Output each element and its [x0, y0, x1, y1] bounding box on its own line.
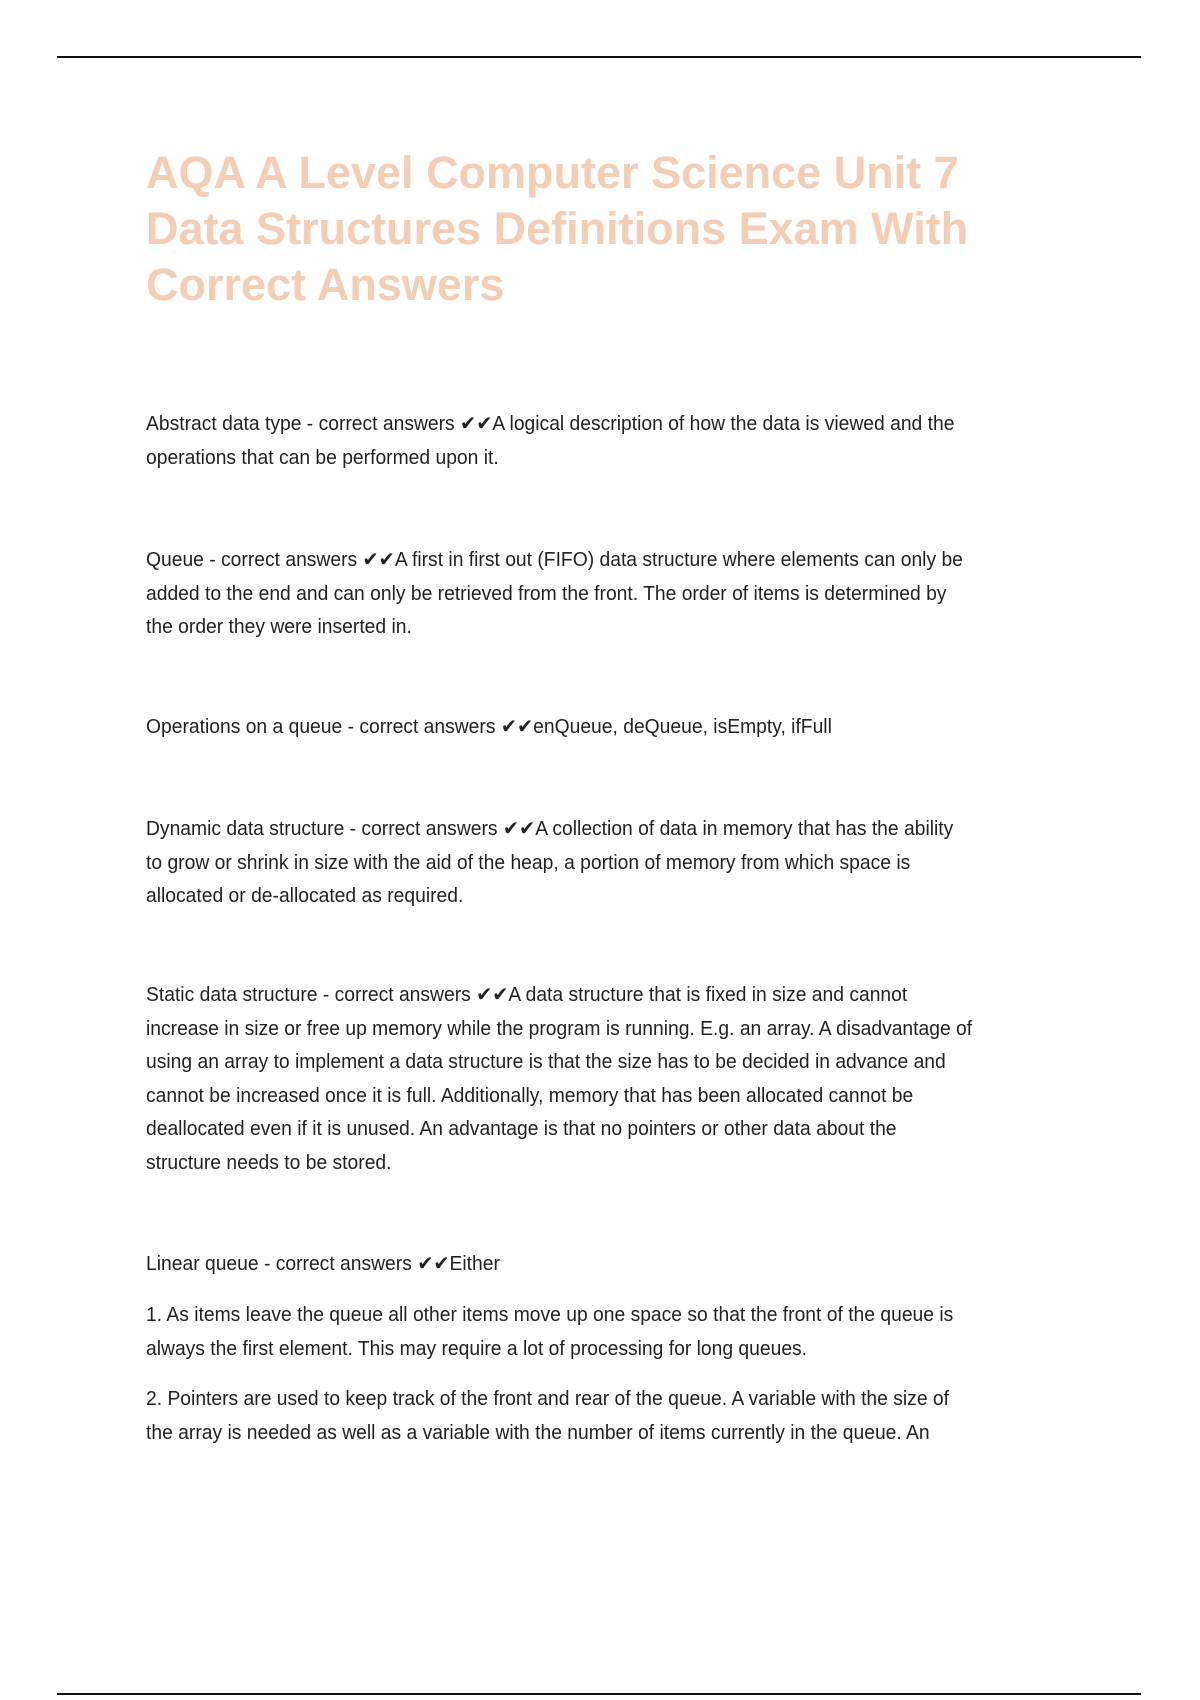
text-line: Dynamic data structure - correct answers ✔✔A collection of data in memory that has the ability	[146, 818, 954, 840]
text-line: to grow or shrink in size with the aid of the heap, a portion of memory from which space is	[146, 851, 911, 874]
text-line: added to the end and can only be retrieved from the front. The order of items is determined by	[146, 582, 947, 605]
text-line: deallocated even if it is unused. An advantage is that no pointers or other data about the	[146, 1118, 897, 1141]
definition-entry	[146, 813, 1126, 914]
text-line: the array is needed as well as a variable with the number of items currently in the queue. An	[146, 1421, 930, 1444]
text-line: increase in size or free up memory while the program is running. E.g. an array. A disadvantage of	[146, 1017, 973, 1040]
text-line: 1. As items leave the queue all other items move up one space so that the front of the queue is	[146, 1304, 954, 1326]
document-title	[146, 145, 1096, 313]
title-line: Data Structures Definitions Exam With	[146, 203, 969, 254]
text-line: allocated or de-allocated as required.	[146, 885, 464, 908]
definition-entry	[146, 1383, 1126, 1450]
text-line: structure needs to be stored.	[146, 1151, 392, 1174]
definition-entry	[146, 711, 1126, 745]
text-line: Static data structure - correct answers ✔✔A data structure that is fixed in size and cannot	[146, 984, 908, 1006]
text-line: Operations on a queue - correct answers ✔✔enQueue, deQueue, isEmpty, ifFull	[146, 716, 832, 738]
text-line: always the first element. This may require a lot of processing for long queues.	[146, 1337, 808, 1360]
text-line: operations that can be performed upon it.	[146, 446, 499, 469]
text-line: Abstract data type - correct answers ✔✔A logical description of how the data is viewed and the	[146, 413, 955, 435]
top-rule	[57, 56, 1141, 58]
text-line: the order they were inserted in.	[146, 616, 412, 639]
definition-entry	[146, 1299, 1126, 1366]
definition-entry	[146, 979, 1126, 1181]
definition-entry	[146, 408, 1126, 475]
text-line: Linear queue - correct answers ✔✔Either	[146, 1253, 500, 1275]
title-line: AQA A Level Computer Science Unit 7	[146, 147, 959, 198]
bottom-rule	[57, 1693, 1141, 1695]
text-line: 2. Pointers are used to keep track of the front and rear of the queue. A variable with the size of	[146, 1388, 949, 1410]
title-line: Correct Answers	[146, 259, 505, 310]
definition-entry	[146, 544, 1126, 645]
text-line: using an array to implement a data structure is that the size has to be decided in advance and	[146, 1051, 946, 1074]
text-line: cannot be increased once it is full. Additionally, memory that has been allocated cannot be	[146, 1084, 914, 1107]
definition-entry	[146, 1248, 1126, 1282]
text-line: Queue - correct answers ✔✔A first in first out (FIFO) data structure where elements can only be	[146, 549, 963, 571]
